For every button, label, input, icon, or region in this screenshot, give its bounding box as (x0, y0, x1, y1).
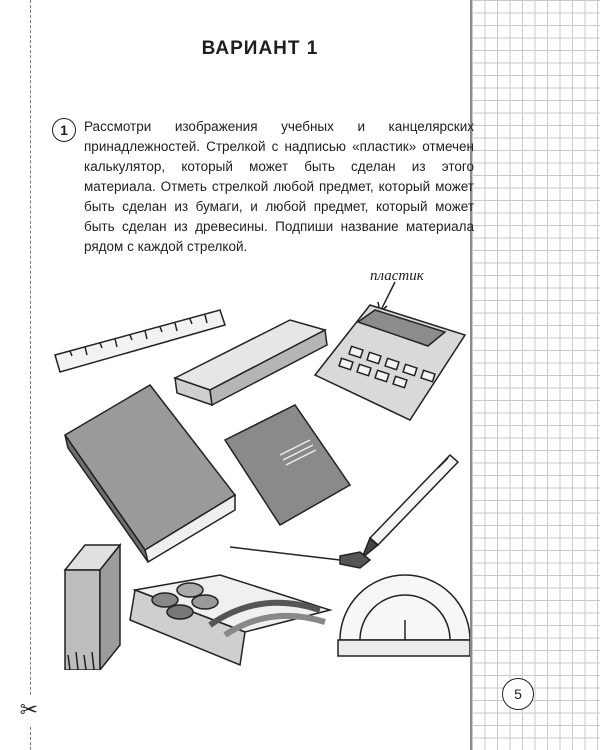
stationery-illustration (40, 260, 470, 670)
page-number: 5 (502, 678, 534, 710)
grid-margin (470, 0, 600, 750)
protractor-icon (338, 575, 470, 656)
pen-icon (362, 455, 458, 558)
calculator-icon (315, 305, 465, 420)
page-title: ВАРИАНТ 1 (201, 38, 319, 59)
book-icon (65, 385, 235, 562)
pencil-box-icon (65, 545, 120, 670)
paint-set-icon (130, 575, 330, 665)
task-text: Рассмотри изображения учебных и канцелярских принадлежностей. Стрелкой с надписью «пластик» отмечен калькулятор, который может быть сделан из этого материала. Отметь стрелкой любой предмет, который может быть сделан из бумаги, и любой предмет, который может быть сделан из древесины. Подпиши название материала рядом с каждой стрелкой. (84, 119, 474, 254)
arrow-label-plastic: пластик (370, 268, 424, 284)
label-arrow-icon (378, 282, 395, 312)
scissors-icon: ✂ (14, 696, 44, 726)
notebook-icon (225, 405, 350, 525)
ruler-icon (55, 310, 225, 372)
task-number: 1 (52, 118, 76, 142)
cut-line (30, 0, 31, 750)
brush-icon (230, 547, 370, 568)
